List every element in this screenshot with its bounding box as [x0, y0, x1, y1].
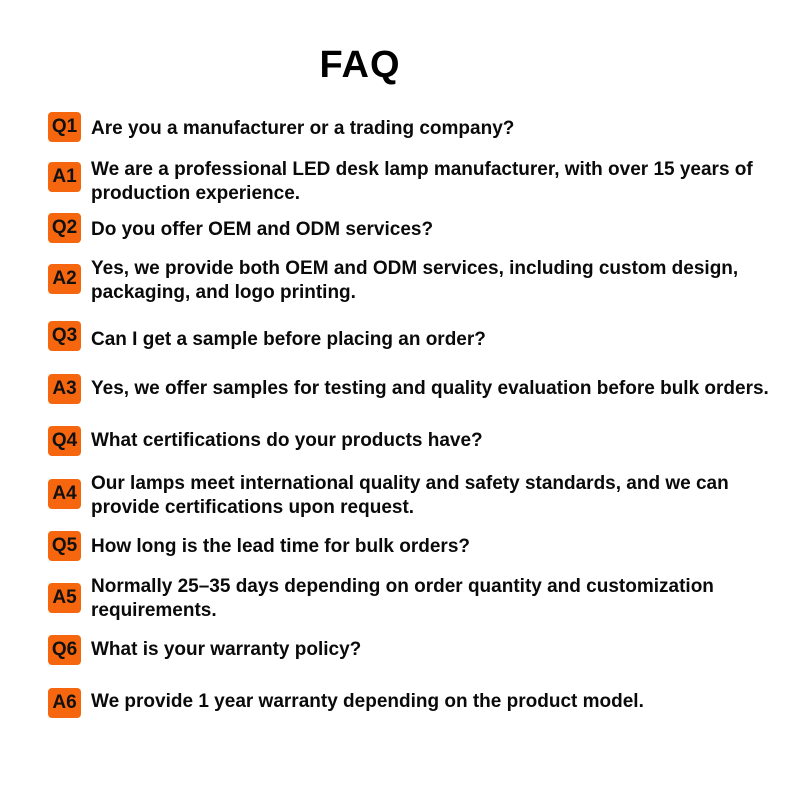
question-row-4: [48, 426, 783, 456]
question-row-2: [48, 213, 783, 243]
question-badge: Q2: [48, 213, 81, 243]
answer-badge: A3: [48, 374, 81, 404]
question-text: How long is the lead time for bulk orders?: [91, 536, 470, 557]
answer-row-4: [48, 472, 783, 520]
question-row-3: [48, 321, 783, 352]
answer-text: We are a professional LED desk lamp manufacturer, with over 15 years of production experience.: [91, 159, 753, 204]
answer-text: Yes, we offer samples for testing and quality evaluation before bulk orders.: [91, 378, 769, 399]
answer-row-6: [48, 688, 783, 718]
question-badge: Q6: [48, 635, 81, 665]
question-text: Do you offer OEM and ODM services?: [91, 219, 434, 240]
question-row-1: [48, 112, 783, 142]
answer-text: Our lamps meet international quality and safety standards, and we can provide certifications upon request.: [91, 473, 729, 518]
answer-row-1: [48, 158, 783, 206]
question-badge: Q5: [48, 531, 81, 561]
question-badge: Q4: [48, 426, 81, 456]
question-text: What is your warranty policy?: [91, 639, 362, 660]
answer-badge: A6: [48, 688, 81, 718]
question-badge: Q3: [48, 321, 81, 351]
answer-row-2: [48, 257, 783, 305]
question-row-6: [48, 635, 783, 665]
question-text: What certifications do your products have?: [91, 430, 483, 451]
answer-text: Normally 25–35 days depending on order quantity and customization requirements.: [91, 576, 714, 621]
answer-text: We provide 1 year warranty depending on the product model.: [91, 691, 644, 712]
answer-badge: A5: [48, 583, 81, 613]
question-badge: Q1: [48, 112, 81, 142]
answer-badge: A2: [48, 264, 81, 294]
answer-row-3: [48, 374, 783, 404]
answer-text: Yes, we provide both OEM and ODM services, including custom design, packaging, and logo printing.: [91, 258, 739, 303]
question-text: Are you a manufacturer or a trading company?: [91, 118, 515, 139]
answer-badge: A1: [48, 162, 81, 192]
answer-badge: A4: [48, 479, 81, 509]
question-text: Can I get a sample before placing an order?: [91, 329, 486, 350]
question-row-5: [48, 531, 783, 561]
answer-row-5: [48, 575, 783, 623]
page-title: FAQ: [319, 44, 401, 86]
